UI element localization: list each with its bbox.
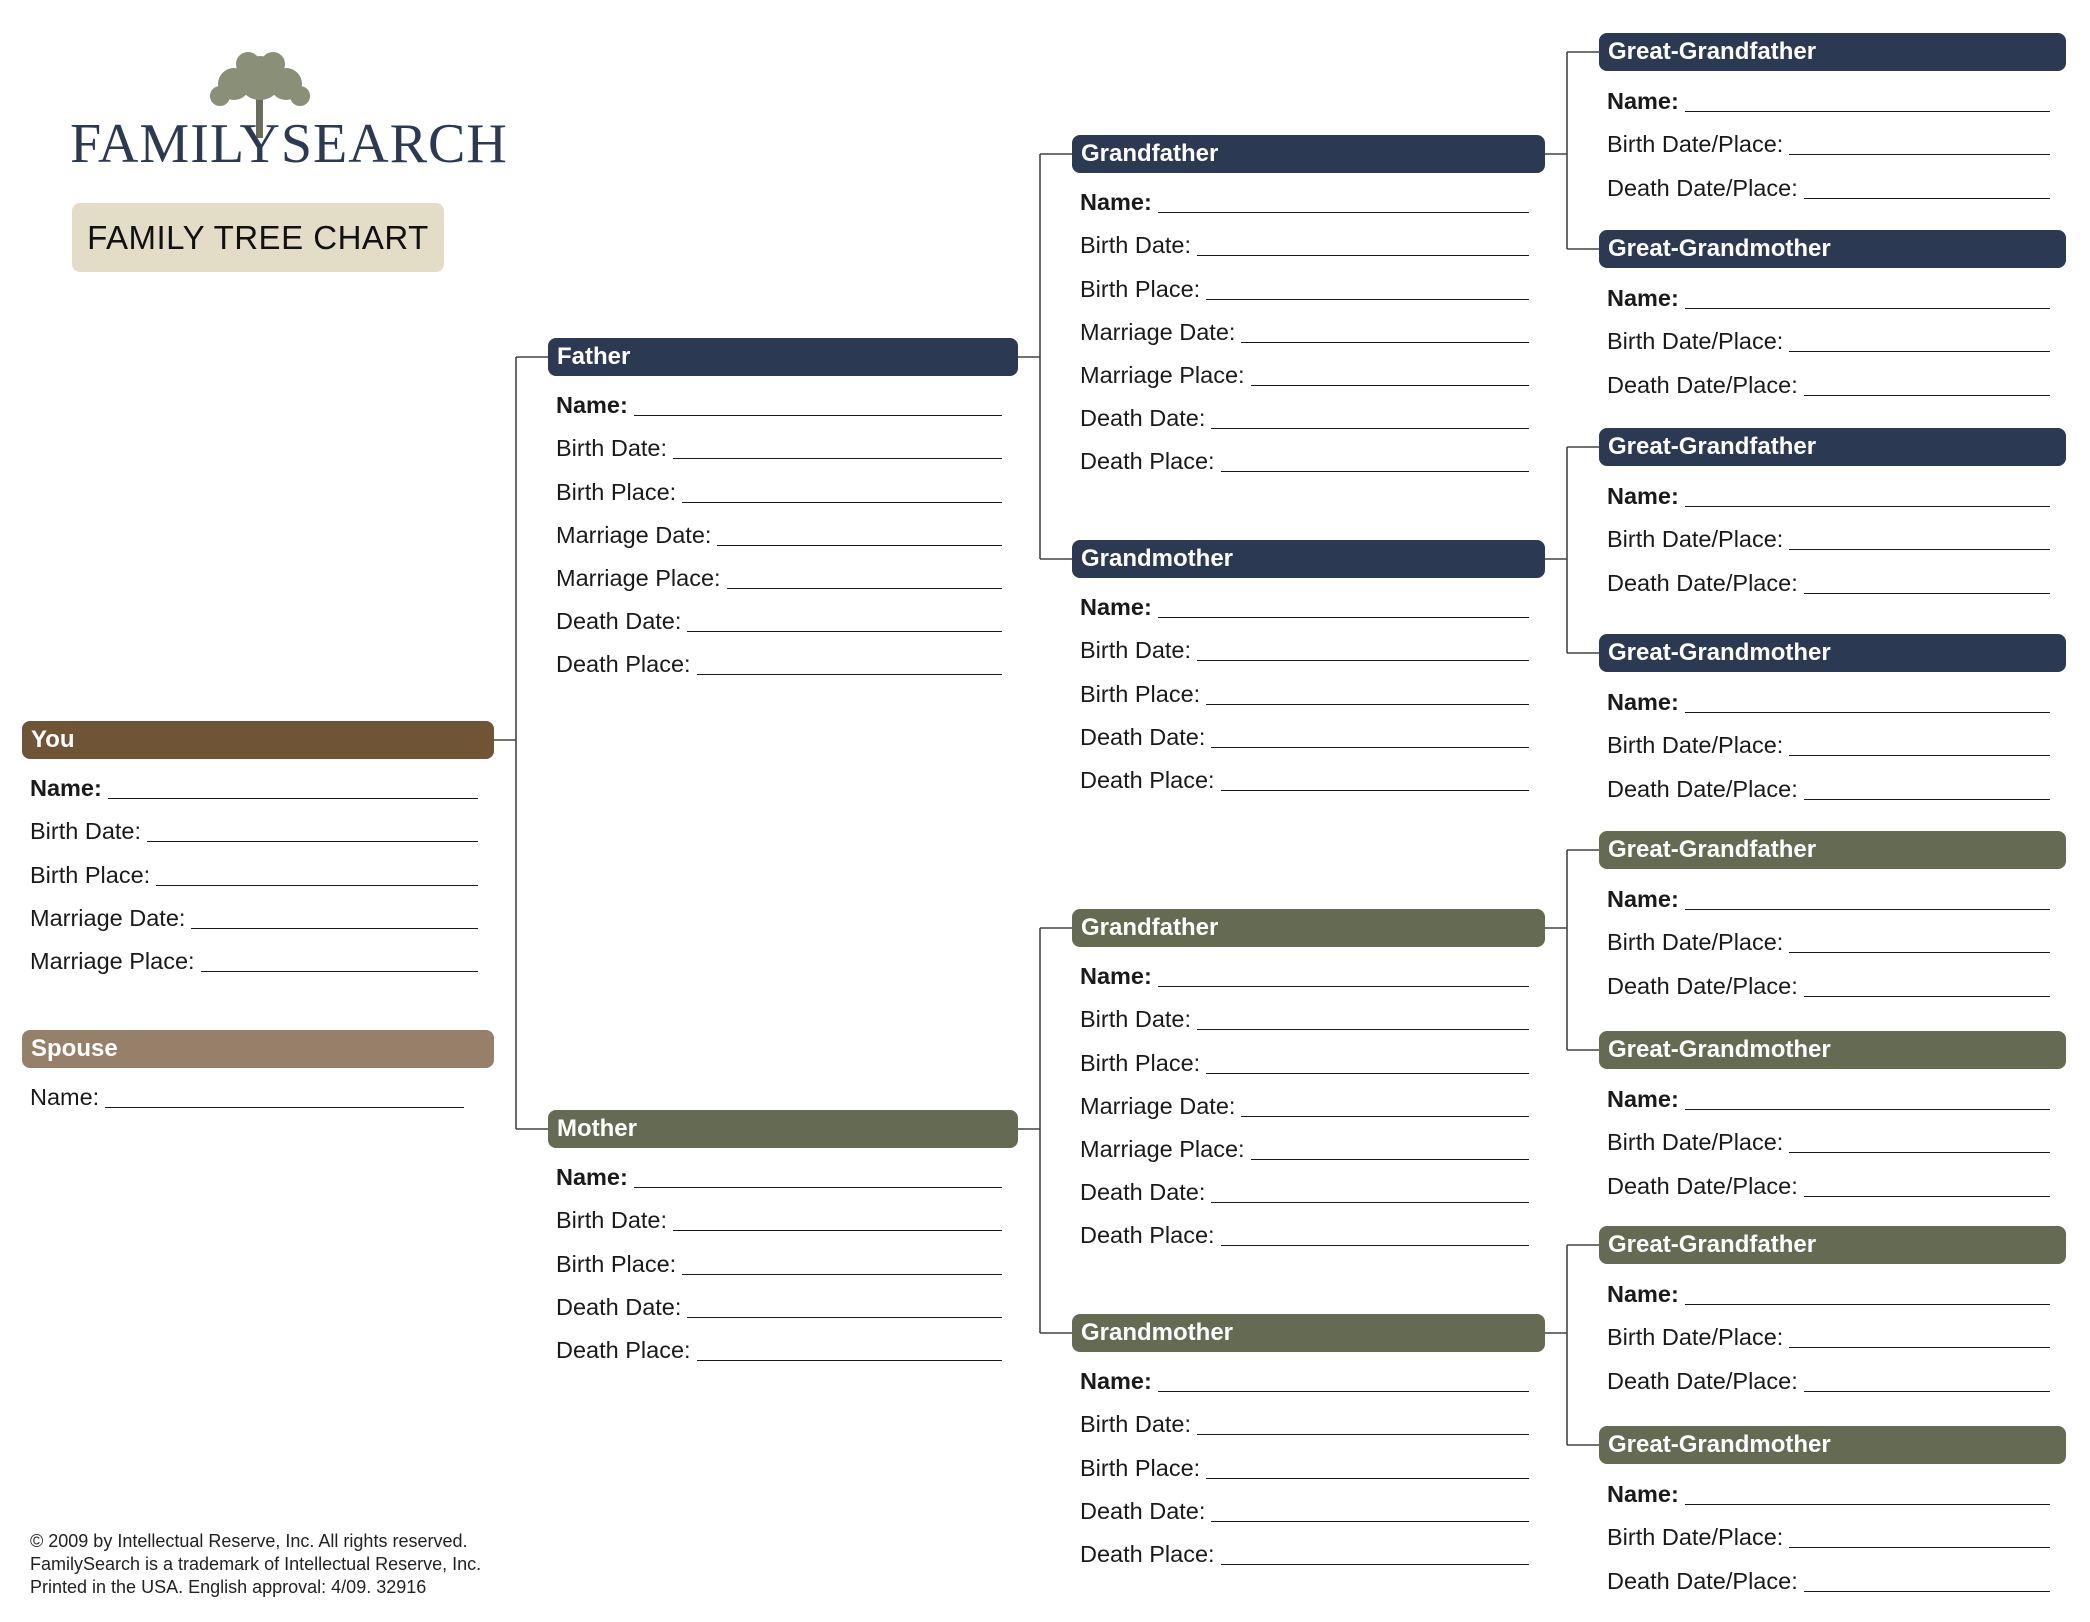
blank-line [201, 971, 478, 972]
person-box-great-grandfather-1 [1599, 33, 2066, 202]
father-birth-date-field[interactable] [548, 419, 1018, 462]
blank-line [1211, 747, 1529, 748]
blank-line [687, 631, 1002, 632]
pgf-marriage-date-field[interactable] [1072, 303, 1545, 346]
mgf-marriage-date-field[interactable] [1072, 1077, 1545, 1120]
field-label: Marriage Place: [30, 947, 195, 974]
blank-line [1158, 1391, 1529, 1392]
person-box-great-grandmother-2 [1599, 634, 2066, 803]
father-marriage-place-field[interactable] [548, 549, 1018, 592]
person-box-maternal-grandfather [1072, 909, 1545, 1249]
field-label: Birth Date/Place: [1607, 1324, 1784, 1350]
blank-line [1685, 909, 2050, 910]
gg7-name-field[interactable] [1599, 1264, 2066, 1308]
field-label: Name: [1607, 1280, 1679, 1307]
great-grandmother-header: Great-Grandmother [1599, 1031, 2066, 1069]
pgm-name-field[interactable] [1072, 578, 1545, 621]
pgf-birth-place-field[interactable] [1072, 259, 1545, 302]
field-label: Death Place: [1080, 1222, 1215, 1249]
blank-line [1241, 342, 1529, 343]
you-fields [22, 759, 494, 975]
person-box-great-grandfather-2 [1599, 428, 2066, 597]
blank-line [156, 885, 478, 886]
person-box-maternal-grandmother [1072, 1314, 1545, 1568]
you-marriage-date-field[interactable] [22, 889, 494, 932]
maternal-grandmother-header: Grandmother [1072, 1314, 1545, 1352]
field-label: Name: [1080, 1368, 1152, 1395]
blank-line [697, 1360, 1002, 1361]
field-label: Death Date/Place: [1607, 1172, 1798, 1199]
great-grandmother-header: Great-Grandmother [1599, 230, 2066, 268]
blank-line [105, 1107, 464, 1108]
blank-line [1685, 1504, 2050, 1505]
document-title: FAMILY TREE CHART [72, 203, 444, 272]
mother-death-date-field[interactable] [548, 1278, 1018, 1321]
blank-line [1241, 1116, 1529, 1117]
field-label: Birth Date: [556, 1207, 668, 1234]
blank-line [1251, 1159, 1529, 1160]
father-name-field[interactable] [548, 376, 1018, 419]
field-label: Name: [30, 775, 102, 802]
field-label: Name: [1607, 482, 1679, 509]
gg1-death-field[interactable] [1599, 158, 2066, 202]
gg7-death-field[interactable] [1599, 1351, 2066, 1395]
field-label: Name: [30, 1084, 100, 1111]
field-label: Birth Date: [1080, 232, 1192, 259]
field-label: Death Place: [1080, 1540, 1215, 1567]
blank-line [1789, 755, 2050, 756]
field-label: Birth Place: [30, 861, 151, 888]
blank-line [1789, 1347, 2050, 1348]
field-label: Birth Date/Place: [1607, 131, 1784, 157]
person-box-father [548, 338, 1018, 678]
father-birth-place-field[interactable] [548, 462, 1018, 505]
blank-line [1685, 1304, 2050, 1305]
field-label: Birth Date: [1080, 1411, 1192, 1438]
field-label: Death Date/Place: [1607, 1367, 1798, 1394]
blank-line [717, 545, 1002, 546]
field-label: Marriage Place: [1080, 1135, 1245, 1162]
mgf-death-date-field[interactable] [1072, 1163, 1545, 1206]
blank-line [1211, 428, 1529, 429]
field-label: Death Date: [556, 608, 682, 635]
pgf-name-field[interactable] [1072, 173, 1545, 216]
blank-line [1197, 255, 1529, 256]
blank-line [1206, 704, 1529, 705]
mother-header: Mother [548, 1110, 1018, 1148]
blank-line [727, 588, 1002, 589]
field-label: Death Date/Place: [1607, 775, 1798, 802]
mgm-birth-date-field[interactable] [1072, 1395, 1545, 1438]
blank-line [1221, 1564, 1529, 1565]
blank-line [1789, 952, 2050, 953]
mother-death-place-field[interactable] [548, 1321, 1018, 1364]
blank-line [1685, 111, 2050, 112]
blank-line [1804, 1391, 2050, 1392]
gg2-name-field[interactable] [1599, 268, 2066, 312]
field-label: Marriage Date: [30, 904, 186, 931]
blank-line [1804, 1196, 2050, 1197]
mgm-death-place-field[interactable] [1072, 1525, 1545, 1568]
gg5-death-field[interactable] [1599, 956, 2066, 1000]
field-label: Death Date: [1080, 723, 1206, 750]
field-label: Death Date: [1080, 405, 1206, 432]
field-label: Birth Date/Place: [1607, 1129, 1784, 1155]
blank-line [1158, 617, 1529, 618]
you-birth-date-field[interactable] [22, 802, 494, 845]
great-grandfather-header: Great-Grandfather [1599, 33, 2066, 71]
footer-line-1: © 2009 by Intellectual Reserve, Inc. All rights reserved. [30, 1531, 468, 1551]
person-box-great-grandmother-1 [1599, 230, 2066, 399]
blank-line [108, 798, 478, 799]
paternal-grandmother-header: Grandmother [1072, 540, 1545, 578]
blank-line [1804, 395, 2050, 396]
field-label: Birth Date: [1080, 1006, 1192, 1033]
blank-line [1685, 308, 2050, 309]
gg3-death-field[interactable] [1599, 553, 2066, 597]
gg8-birth-field[interactable] [1599, 1508, 2066, 1552]
person-box-great-grandfather-4 [1599, 1226, 2066, 1395]
blank-line [1685, 712, 2050, 713]
field-label: Name: [1080, 594, 1152, 621]
gg4-name-field[interactable] [1599, 672, 2066, 716]
pgm-birth-place-field[interactable] [1072, 664, 1545, 707]
field-label: Birth Date: [556, 435, 668, 462]
field-label: Death Date/Place: [1607, 174, 1798, 201]
field-label: Birth Place: [556, 1250, 677, 1277]
field-label: Name: [1080, 189, 1152, 216]
gg2-death-field[interactable] [1599, 355, 2066, 399]
field-label: Marriage Date: [1080, 1092, 1236, 1119]
gg3-birth-field[interactable] [1599, 510, 2066, 554]
blank-line [1804, 996, 2050, 997]
blank-line [1221, 790, 1529, 791]
field-label: Death Date: [1080, 1179, 1206, 1206]
father-marriage-date-field[interactable] [548, 506, 1018, 549]
footer-line-3: Printed in the USA. English approval: 4/09. 32916 [30, 1577, 427, 1597]
mother-name-field[interactable] [548, 1148, 1018, 1191]
great-grandfather-header: Great-Grandfather [1599, 428, 2066, 466]
field-label: Marriage Date: [1080, 318, 1236, 345]
blank-line [673, 458, 1002, 459]
you-name-field[interactable] [22, 759, 494, 802]
gg1-name-field[interactable] [1599, 71, 2066, 115]
gg6-death-field[interactable] [1599, 1156, 2066, 1200]
blank-line [697, 674, 1002, 675]
person-box-mother [548, 1110, 1018, 1364]
gg1-birth-field[interactable] [1599, 115, 2066, 159]
blank-line [1221, 471, 1529, 472]
mgf-death-place-field[interactable] [1072, 1206, 1545, 1249]
gg6-name-field[interactable] [1599, 1069, 2066, 1113]
person-box-paternal-grandfather [1072, 135, 1545, 475]
person-box-great-grandmother-3 [1599, 1031, 2066, 1200]
mother-birth-date-field[interactable] [548, 1191, 1018, 1234]
blank-line [1197, 1434, 1529, 1435]
father-death-date-field[interactable] [548, 592, 1018, 635]
gg3-name-field[interactable] [1599, 466, 2066, 510]
spouse-name-field[interactable] [22, 1068, 494, 1111]
field-label: Birth Date: [1080, 637, 1192, 664]
gg6-birth-field[interactable] [1599, 1113, 2066, 1157]
field-label: Name: [1080, 963, 1152, 990]
pgf-marriage-place-field[interactable] [1072, 346, 1545, 389]
blank-line [1789, 1547, 2050, 1548]
mgf-marriage-place-field[interactable] [1072, 1120, 1545, 1163]
person-box-spouse [22, 1030, 494, 1111]
pgf-birth-date-field[interactable] [1072, 216, 1545, 259]
field-label: Birth Place: [1080, 680, 1201, 707]
pgm-birth-date-field[interactable] [1072, 621, 1545, 664]
blank-line [1804, 593, 2050, 594]
father-death-place-field[interactable] [548, 635, 1018, 678]
field-label: Death Date/Place: [1607, 569, 1798, 596]
field-label: Death Date: [1080, 1497, 1206, 1524]
maternal-grandfather-header: Grandfather [1072, 909, 1545, 947]
field-label: Birth Date/Place: [1607, 328, 1784, 354]
gg5-birth-field[interactable] [1599, 913, 2066, 957]
great-grandmother-header: Great-Grandmother [1599, 634, 2066, 672]
familysearch-logo [70, 50, 508, 175]
field-label: Marriage Place: [556, 564, 721, 591]
field-label: Birth Date/Place: [1607, 1524, 1784, 1550]
field-label: Death Place: [556, 651, 691, 678]
pgf-death-place-field[interactable] [1072, 432, 1545, 475]
field-label: Name: [556, 392, 628, 419]
field-label: Birth Place: [556, 478, 677, 505]
great-grandfather-header: Great-Grandfather [1599, 831, 2066, 869]
blank-line [1804, 198, 2050, 199]
mother-birth-place-field[interactable] [548, 1234, 1018, 1277]
field-label: Birth Place: [1080, 275, 1201, 302]
gg8-name-field[interactable] [1599, 1464, 2066, 1508]
mgf-birth-date-field[interactable] [1072, 990, 1545, 1033]
pgf-death-date-field[interactable] [1072, 389, 1545, 432]
field-label: Birth Place: [1080, 1454, 1201, 1481]
field-label: Birth Place: [1080, 1049, 1201, 1076]
blank-line [1789, 351, 2050, 352]
brand-wordmark: FAMILYSEARCH [70, 113, 508, 175]
field-label: Marriage Place: [1080, 361, 1245, 388]
field-label: Marriage Date: [556, 521, 712, 548]
gg5-name-field[interactable] [1599, 869, 2066, 913]
blank-line [1206, 1073, 1529, 1074]
field-label: Birth Date/Place: [1607, 929, 1784, 955]
you-marriage-place-field[interactable] [22, 932, 494, 975]
person-box-great-grandmother-4 [1599, 1426, 2066, 1595]
field-label: Name: [556, 1164, 628, 1191]
field-label: Death Place: [556, 1336, 691, 1363]
great-grandmother-header: Great-Grandmother [1599, 1426, 2066, 1464]
mgm-name-field[interactable] [1072, 1352, 1545, 1395]
person-box-great-grandfather-3 [1599, 831, 2066, 1000]
blank-line [1789, 1152, 2050, 1153]
blank-line [1221, 1245, 1529, 1246]
blank-line [1158, 212, 1529, 213]
mgf-birth-place-field[interactable] [1072, 1033, 1545, 1076]
blank-line [1158, 986, 1529, 987]
field-label: Birth Date/Place: [1607, 526, 1784, 552]
mgm-birth-place-field[interactable] [1072, 1438, 1545, 1481]
gg7-birth-field[interactable] [1599, 1308, 2066, 1352]
field-label: Death Date: [556, 1293, 682, 1320]
you-birth-place-field[interactable] [22, 845, 494, 888]
field-label: Name: [1607, 1480, 1679, 1507]
field-label: Death Date/Place: [1607, 1567, 1798, 1594]
paternal-grandfather-header: Grandfather [1072, 135, 1545, 173]
blank-line [1197, 1029, 1529, 1030]
field-label: Name: [1607, 1085, 1679, 1112]
great-grandfather-header: Great-Grandfather [1599, 1226, 2066, 1264]
blank-line [1197, 660, 1529, 661]
blank-line [673, 1230, 1002, 1231]
footer-line-2: FamilySearch is a trademark of Intellectual Reserve, Inc. [30, 1554, 482, 1574]
blank-line [687, 1317, 1002, 1318]
blank-line [1789, 549, 2050, 550]
gg2-birth-field[interactable] [1599, 312, 2066, 356]
field-label: Death Place: [1080, 766, 1215, 793]
blank-line [147, 841, 478, 842]
blank-line [634, 415, 1002, 416]
gg8-death-field[interactable] [1599, 1551, 2066, 1595]
blank-line [634, 1187, 1002, 1188]
father-header: Father [548, 338, 1018, 376]
person-box-you [22, 721, 494, 975]
field-label: Birth Date/Place: [1607, 732, 1784, 758]
field-label: Death Date/Place: [1607, 972, 1798, 999]
blank-line [1804, 1591, 2050, 1592]
gg4-birth-field[interactable] [1599, 716, 2066, 760]
pgm-death-date-field[interactable] [1072, 708, 1545, 751]
blank-line [682, 502, 1002, 503]
mgm-death-date-field[interactable] [1072, 1482, 1545, 1525]
blank-line [1804, 799, 2050, 800]
field-label: Name: [1607, 688, 1679, 715]
field-label: Birth Date: [30, 818, 142, 845]
blank-line [1685, 1109, 2050, 1110]
mgf-name-field[interactable] [1072, 947, 1545, 990]
person-box-paternal-grandmother [1072, 540, 1545, 794]
field-label: Name: [1607, 284, 1679, 311]
blank-line [1251, 385, 1529, 386]
field-label: Death Place: [1080, 448, 1215, 475]
pgm-death-place-field[interactable] [1072, 751, 1545, 794]
blank-line [682, 1274, 1002, 1275]
spouse-header: Spouse [22, 1030, 494, 1068]
blank-line [1206, 1478, 1529, 1479]
blank-line [1211, 1202, 1529, 1203]
blank-line [1789, 154, 2050, 155]
blank-line [191, 928, 478, 929]
field-label: Death Date/Place: [1607, 371, 1798, 398]
blank-line [1206, 299, 1529, 300]
you-header: You [22, 721, 494, 759]
blank-line [1211, 1521, 1529, 1522]
gg4-death-field[interactable] [1599, 759, 2066, 803]
blank-line [1685, 506, 2050, 507]
field-label: Name: [1607, 885, 1679, 912]
field-label: Name: [1607, 87, 1679, 114]
copyright-footer [30, 1530, 481, 1599]
